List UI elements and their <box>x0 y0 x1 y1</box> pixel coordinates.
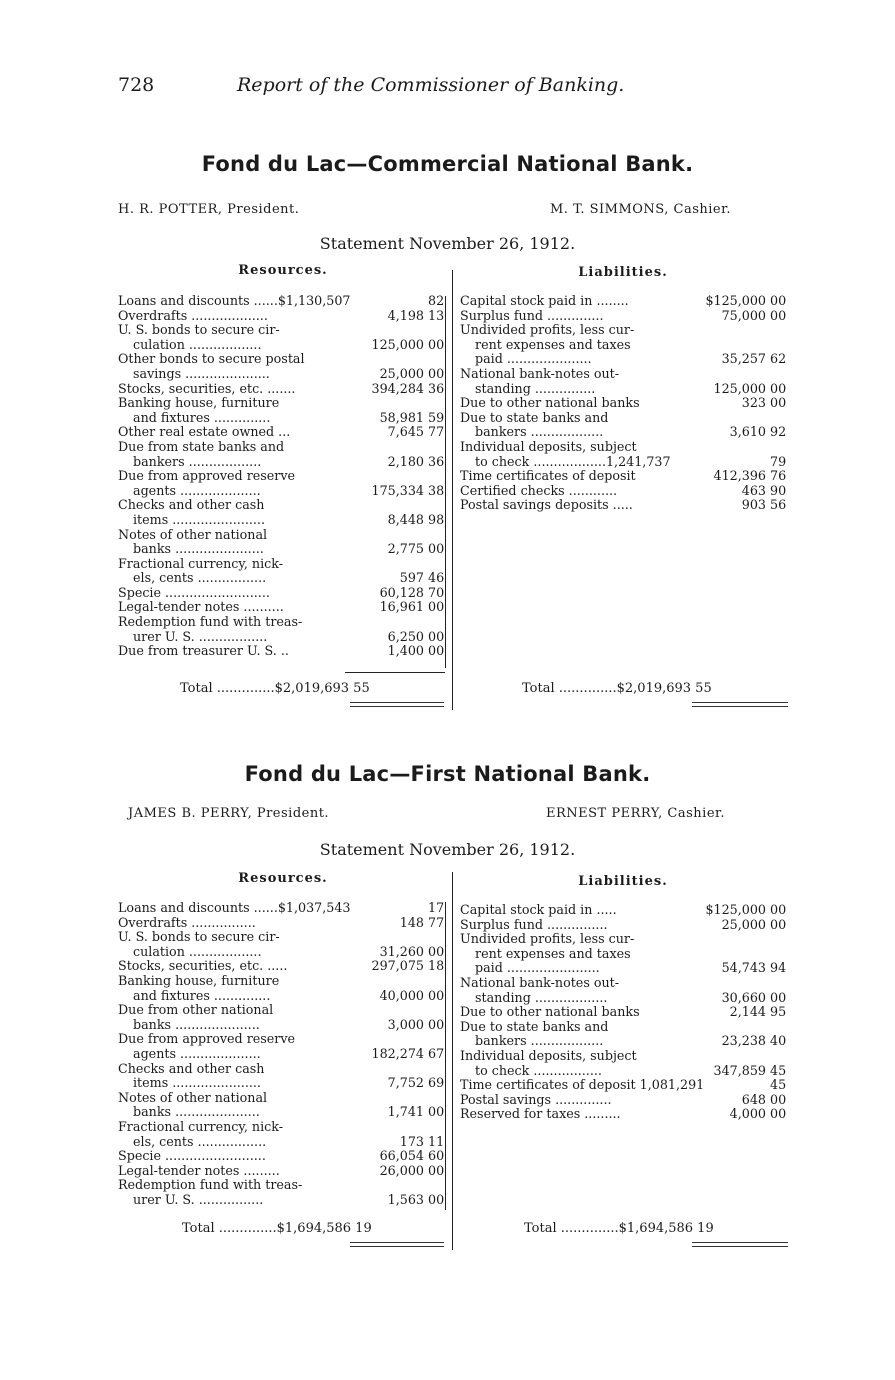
column-divider <box>452 872 453 1250</box>
ledger-row <box>118 1062 448 1077</box>
cents-amount: 00 <box>428 1016 445 1032</box>
item-label: Specie ......................... <box>118 1148 266 1164</box>
dollar-amount: 2,144 <box>729 1004 766 1020</box>
item-label: paid ..................... <box>475 351 592 367</box>
ledger-row <box>460 932 790 947</box>
ledger-row <box>460 469 790 484</box>
statement-date: Statement November 26, 1912. <box>319 234 576 253</box>
item-label: Checks and other cash <box>118 1060 265 1076</box>
cents-amount: 00 <box>770 902 787 917</box>
liabilities-total <box>524 1221 714 1236</box>
ledger-row <box>460 1005 790 1020</box>
cents-amount: 95 <box>770 1004 787 1020</box>
ledger-row <box>460 918 790 933</box>
item-label: Due to state banks and <box>460 1018 609 1034</box>
ledger-row <box>118 959 448 974</box>
ledger-row <box>460 1078 790 1093</box>
dollar-amount: 25,000 <box>721 916 766 932</box>
ledger-row <box>460 976 790 991</box>
dollar-amount: 16,961 <box>379 599 424 615</box>
cents-amount: 45 <box>770 1077 787 1093</box>
dollar-amount: 463 <box>741 482 766 498</box>
cents-amount: 00 <box>770 1106 787 1122</box>
item-label: Time certificates of deposit 1,081,291 <box>460 1077 705 1093</box>
item-label: items ...................... <box>133 1075 261 1091</box>
item-label: els, cents ................. <box>133 1133 267 1149</box>
resources-total <box>180 681 370 696</box>
item-label: bankers .................. <box>475 1033 604 1049</box>
item-label: Fractional currency, nick- <box>118 555 283 571</box>
dollar-amount: 35,257 <box>721 351 766 367</box>
item-label: Surplus fund ............... <box>460 916 608 932</box>
ledger-row <box>118 1105 448 1120</box>
ledger-row <box>118 528 448 543</box>
ledger-row <box>460 1034 790 1049</box>
cents-amount: 00 <box>428 599 445 615</box>
cents-amount: 98 <box>428 511 445 527</box>
bank-title: Fond du Lac—Commercial National Bank. <box>201 152 694 176</box>
dollar-amount: 182,274 <box>371 1045 424 1061</box>
cents-amount: 00 <box>770 395 787 411</box>
dollar-amount: 4,198 <box>387 307 424 323</box>
ledger-row <box>118 930 448 945</box>
dollar-amount: 323 <box>741 395 766 411</box>
item-label: Postal savings deposits ..... <box>460 497 633 513</box>
item-label: National bank-notes out- <box>460 974 620 990</box>
item-label: to check ................. <box>475 1062 602 1078</box>
item-label: agents .................... <box>133 1045 261 1061</box>
ledger-row <box>118 571 448 586</box>
item-label: Loans and discounts ......$1,037,543 <box>118 900 351 915</box>
dollar-amount: 1,563 <box>387 1191 424 1207</box>
cents-amount: 70 <box>428 584 445 600</box>
ledger-row <box>460 396 790 411</box>
bank-title: Fond du Lac—First National Bank. <box>244 762 651 786</box>
item-label: standing ............... <box>475 380 596 396</box>
dollar-amount: 8,448 <box>387 511 424 527</box>
item-label: Specie .......................... <box>118 584 270 600</box>
dollar-amount: 2,180 <box>387 453 424 469</box>
item-label: U. S. bonds to secure cir- <box>118 322 280 338</box>
ledger-row <box>118 1076 448 1091</box>
item-label: Other bonds to secure postal <box>118 351 305 367</box>
ledger-row <box>118 1135 448 1150</box>
ledger-row <box>118 396 448 411</box>
ledger-row <box>460 1107 790 1122</box>
ledger-row <box>118 615 448 630</box>
cents-amount: 00 <box>428 987 445 1003</box>
total-amount: ..............$1,694,586 19 <box>218 1221 372 1236</box>
item-label: banks ..................... <box>133 1104 260 1120</box>
item-label: Banking house, furniture <box>118 972 280 988</box>
liabilities-table <box>460 903 790 1122</box>
item-label: National bank-notes out- <box>460 365 620 381</box>
item-label: Due to state banks and <box>460 409 609 425</box>
item-label: savings ..................... <box>133 365 270 381</box>
dollar-amount: 75,000 <box>721 307 766 323</box>
item-label: banks ...................... <box>133 541 264 557</box>
item-label: banks ..................... <box>133 1016 260 1032</box>
item-label: Banking house, furniture <box>118 395 280 411</box>
cents-amount: 00 <box>428 365 445 381</box>
ledger-row <box>118 498 448 513</box>
item-label: U. S. bonds to secure cir- <box>118 929 280 945</box>
ledger-row <box>460 947 790 962</box>
dollar-amount: 394,284 <box>371 380 424 396</box>
item-label: Other real estate owned ... <box>118 424 291 440</box>
double-rule <box>692 1242 788 1247</box>
dollar-amount: 2,775 <box>387 541 424 557</box>
item-label: Stocks, securities, etc. ..... <box>118 958 288 974</box>
item-label: Due from treasurer U. S. .. <box>118 643 289 659</box>
item-label: Fractional currency, nick- <box>118 1118 283 1134</box>
cents-amount: 18 <box>428 958 445 974</box>
liabilities-heading: Liabilities. <box>578 265 668 280</box>
total-amount: ..............$1,694,586 19 <box>560 1221 714 1236</box>
cents-amount: 11 <box>428 1133 445 1149</box>
resources-table <box>118 901 448 1207</box>
item-label: bankers .................. <box>475 424 604 440</box>
item-label: Undivided profits, less cur- <box>460 322 635 338</box>
statement-date: Statement November 26, 1912. <box>319 840 576 859</box>
item-label: Loans and discounts ......$1,130,507 <box>118 293 351 308</box>
ledger-row <box>118 338 448 353</box>
ledger-row <box>460 338 790 353</box>
item-label: and fixtures .............. <box>133 409 271 425</box>
cents-amount: 17 <box>428 900 445 915</box>
item-label: Stocks, securities, etc. ....... <box>118 380 296 396</box>
cents-amount: 94 <box>770 960 787 976</box>
cents-amount: 67 <box>428 1045 445 1061</box>
total-amount: ..............$2,019,693 55 <box>216 681 370 696</box>
dollar-amount: 23,238 <box>721 1033 766 1049</box>
total-label: Total <box>524 1221 557 1236</box>
item-label: paid ....................... <box>475 960 600 976</box>
dollar-amount: $125,000 <box>705 293 766 308</box>
resources-total <box>182 1221 372 1236</box>
ledger-row <box>118 1003 448 1018</box>
dollar-amount: 66,054 <box>379 1148 424 1164</box>
item-label: Redemption fund with treas- <box>118 1177 303 1193</box>
dollar-amount: 30,660 <box>721 989 766 1005</box>
ledger-row <box>118 1164 448 1179</box>
item-label: culation .................. <box>133 336 262 352</box>
ledger-row <box>118 630 448 645</box>
ledger-row <box>118 1193 448 1208</box>
dollar-amount: 297,075 <box>371 958 424 974</box>
ledger-row <box>118 367 448 382</box>
page-number: 728 <box>118 74 155 96</box>
item-label: culation .................. <box>133 943 262 959</box>
ledger-row <box>460 1049 790 1064</box>
cents-amount: 00 <box>770 307 787 323</box>
ledger-row <box>460 991 790 1006</box>
ledger-row <box>118 425 448 440</box>
dollar-amount: 597 <box>399 570 424 586</box>
ledger-row <box>118 1178 448 1193</box>
cents-amount: 00 <box>770 989 787 1005</box>
cents-amount: 00 <box>770 916 787 932</box>
ledger-row <box>460 309 790 324</box>
cents-amount: 77 <box>428 424 445 440</box>
dollar-amount: 26,000 <box>379 1162 424 1178</box>
cents-amount: 00 <box>770 380 787 396</box>
ledger-row <box>460 440 790 455</box>
dollar-amount: 3,000 <box>387 1016 424 1032</box>
ledger-row <box>460 294 790 309</box>
resources-heading: Resources. <box>238 871 328 886</box>
cents-amount: 77 <box>428 914 445 930</box>
ledger-row <box>460 498 790 513</box>
dollar-amount: 3,610 <box>729 424 766 440</box>
dollar-amount: 125,000 <box>371 336 424 352</box>
ledger-row <box>118 901 448 916</box>
cents-amount: 40 <box>770 1033 787 1049</box>
cents-amount: 36 <box>428 380 445 396</box>
total-rule <box>345 672 445 673</box>
ledger-row <box>118 916 448 931</box>
ledger-row <box>460 1020 790 1035</box>
president-name: JAMES B. PERRY, President. <box>128 806 330 821</box>
ledger-row <box>460 903 790 918</box>
item-label: Checks and other cash <box>118 497 265 513</box>
ledger-row <box>118 945 448 960</box>
item-label: bankers .................. <box>133 453 262 469</box>
item-label: agents .................... <box>133 482 261 498</box>
liabilities-table <box>460 294 790 513</box>
dollar-amount: 60,128 <box>379 584 424 600</box>
double-rule <box>350 702 444 707</box>
ledger-row <box>118 1047 448 1062</box>
cents-amount: 00 <box>428 541 445 557</box>
ledger-row <box>460 455 790 470</box>
ledger-row <box>118 352 448 367</box>
dollar-amount: 347,859 <box>713 1062 766 1078</box>
dollar-amount: 412,396 <box>713 468 766 484</box>
cents-amount: 36 <box>428 453 445 469</box>
resources-heading: Resources. <box>238 263 328 278</box>
ledger-row <box>118 513 448 528</box>
item-label: Notes of other national <box>118 1089 268 1105</box>
item-label: Due from approved reserve <box>118 468 296 484</box>
ledger-row <box>118 323 448 338</box>
dollar-amount: 7,752 <box>387 1075 424 1091</box>
cents-amount: 45 <box>770 1062 787 1078</box>
cents-amount: 00 <box>428 943 445 959</box>
ledger-row <box>118 382 448 397</box>
ledger-row <box>118 1120 448 1135</box>
item-label: Due from approved reserve <box>118 1031 296 1047</box>
item-label: rent expenses and taxes <box>475 945 631 961</box>
item-label: Reserved for taxes ......... <box>460 1106 621 1122</box>
double-rule <box>692 702 788 707</box>
total-label: Total <box>522 681 555 696</box>
cents-amount: 92 <box>770 424 787 440</box>
liabilities-total <box>522 681 712 696</box>
ledger-row <box>118 1091 448 1106</box>
cents-amount: 59 <box>428 409 445 425</box>
total-label: Total <box>182 1221 215 1236</box>
ledger-row <box>118 469 448 484</box>
president-name: H. R. POTTER, President. <box>118 202 300 217</box>
ledger-row <box>118 974 448 989</box>
cents-amount: 76 <box>770 468 787 484</box>
dollar-amount: 1,741 <box>387 1104 424 1120</box>
cents-amount: 00 <box>428 1104 445 1120</box>
ledger-row <box>118 411 448 426</box>
cashier-name: M. T. SIMMONS, Cashier. <box>550 202 732 217</box>
item-label: Overdrafts ................ <box>118 914 256 930</box>
dollar-amount: 125,000 <box>713 380 766 396</box>
item-label: urer U. S. ................ <box>133 1191 264 1207</box>
item-label: Due to other national banks <box>460 395 640 411</box>
cents-amount: 00 <box>428 628 445 644</box>
item-label: Capital stock paid in ..... <box>460 902 617 917</box>
resources-table <box>118 294 448 659</box>
item-label: Surplus fund .............. <box>460 307 604 323</box>
item-label: urer U. S. ................. <box>133 628 268 644</box>
ledger-row <box>460 411 790 426</box>
ledger-row <box>118 484 448 499</box>
liabilities-heading: Liabilities. <box>578 874 668 889</box>
ledger-row <box>460 425 790 440</box>
ledger-row <box>118 1018 448 1033</box>
dollar-amount: 6,250 <box>387 628 424 644</box>
ledger-row <box>460 367 790 382</box>
cents-amount: 00 <box>428 643 445 659</box>
dollar-amount: 4,000 <box>729 1106 766 1122</box>
cashier-name: ERNEST PERRY, Cashier. <box>546 806 725 821</box>
cents-amount: 00 <box>428 1162 445 1178</box>
item-label: Overdrafts ................... <box>118 307 268 323</box>
item-label: Time certificates of deposit <box>460 468 636 484</box>
double-rule <box>350 1242 444 1247</box>
cents-amount: 00 <box>428 336 445 352</box>
item-label: Due to other national banks <box>460 1004 640 1020</box>
total-label: Total <box>180 681 213 696</box>
ledger-row <box>118 644 448 659</box>
dollar-amount: 25,000 <box>379 365 424 381</box>
ledger-row <box>460 323 790 338</box>
item-label: items ....................... <box>133 511 265 527</box>
item-label: Undivided profits, less cur- <box>460 931 635 947</box>
ledger-row <box>460 1093 790 1108</box>
ledger-row <box>118 1032 448 1047</box>
ledger-row <box>460 352 790 367</box>
cents-amount: 62 <box>770 351 787 367</box>
dollar-amount: 903 <box>741 497 766 513</box>
dollar-amount: 648 <box>741 1091 766 1107</box>
ledger-row <box>118 600 448 615</box>
item-label: Individual deposits, subject <box>460 1047 637 1063</box>
total-amount: ..............$2,019,693 55 <box>558 681 712 696</box>
running-header-title: Report of the Commissioner of Banking. <box>237 74 625 96</box>
item-label: Redemption fund with treas- <box>118 614 303 630</box>
cents-amount: 56 <box>770 497 787 513</box>
dollar-amount: 173 <box>399 1133 424 1149</box>
dollar-amount: 148 <box>399 914 424 930</box>
cents-amount: 00 <box>770 293 787 308</box>
item-label: Individual deposits, subject <box>460 438 637 454</box>
ledger-row <box>460 961 790 976</box>
cents-amount: 60 <box>428 1148 445 1164</box>
ledger-row <box>118 455 448 470</box>
cents-amount: 00 <box>770 1091 787 1107</box>
ledger-row <box>460 484 790 499</box>
item-label: rent expenses and taxes <box>475 336 631 352</box>
cents-amount: 90 <box>770 482 787 498</box>
ledger-row <box>118 1149 448 1164</box>
ledger-row <box>118 989 448 1004</box>
item-label: to check ..................1,241,737 <box>475 453 671 469</box>
ledger-row <box>460 1064 790 1079</box>
cents-amount: 79 <box>770 453 787 469</box>
cents-amount: 00 <box>428 1191 445 1207</box>
dollar-amount: 7,645 <box>387 424 424 440</box>
ledger-row <box>118 294 448 309</box>
item-label: Capital stock paid in ........ <box>460 293 629 308</box>
cents-amount: 46 <box>428 570 445 586</box>
dollar-amount: 40,000 <box>379 987 424 1003</box>
dollar-amount: 1,400 <box>387 643 424 659</box>
cents-amount: 82 <box>428 293 445 308</box>
dollar-amount: 58,981 <box>379 409 424 425</box>
ledger-row <box>118 440 448 455</box>
item-label: Legal-tender notes .......... <box>118 599 284 615</box>
item-label: Postal savings .............. <box>460 1091 612 1107</box>
item-label: Due from other national <box>118 1002 274 1018</box>
column-divider <box>452 270 453 710</box>
dollar-amount: 175,334 <box>371 482 424 498</box>
item-label: Certified checks ............ <box>460 482 618 498</box>
cents-amount: 38 <box>428 482 445 498</box>
ledger-row <box>118 557 448 572</box>
ledger-row <box>118 542 448 557</box>
item-label: Legal-tender notes ......... <box>118 1162 280 1178</box>
ledger-row <box>118 586 448 601</box>
dollar-amount: 31,260 <box>379 943 424 959</box>
dollar-amount: $125,000 <box>705 902 766 917</box>
ledger-row <box>118 309 448 324</box>
cents-amount: 69 <box>428 1075 445 1091</box>
dollar-amount: 54,743 <box>721 960 766 976</box>
cents-amount: 13 <box>428 307 445 323</box>
item-label: Notes of other national <box>118 526 268 542</box>
item-label: els, cents ................. <box>133 570 267 586</box>
item-label: and fixtures .............. <box>133 987 271 1003</box>
ledger-row <box>460 382 790 397</box>
item-label: Due from state banks and <box>118 438 285 454</box>
item-label: standing .................. <box>475 989 608 1005</box>
